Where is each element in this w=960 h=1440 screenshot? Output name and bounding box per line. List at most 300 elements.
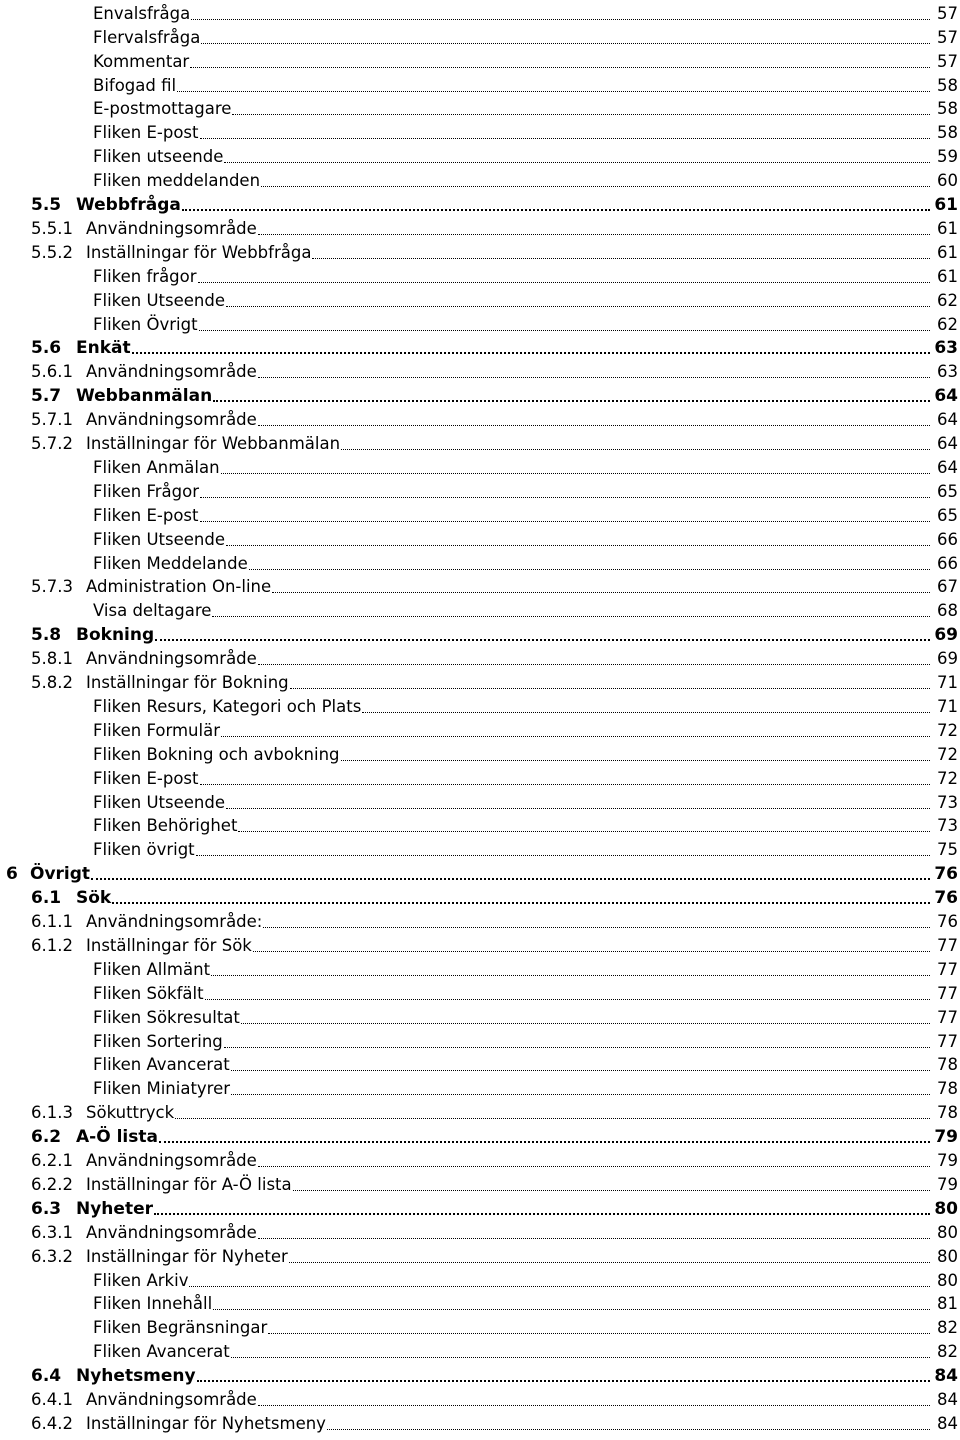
toc-entry-label: Användningsområde bbox=[86, 410, 257, 430]
toc-entry[interactable] bbox=[0, 908, 960, 932]
toc-entry-page-number: 71 bbox=[937, 673, 958, 693]
toc-entry-label: Övrigt bbox=[30, 864, 91, 885]
toc-entry-title bbox=[0, 1199, 154, 1219]
toc-entry-title bbox=[0, 554, 249, 574]
toc-entry[interactable] bbox=[0, 478, 960, 502]
toc-entry[interactable] bbox=[0, 765, 960, 789]
toc-entry[interactable] bbox=[0, 120, 960, 144]
toc-entry-page-number: 82 bbox=[937, 1318, 958, 1338]
toc-entry-page-number: 62 bbox=[937, 314, 958, 334]
toc-entry[interactable] bbox=[0, 263, 960, 287]
toc-entry[interactable] bbox=[0, 813, 960, 837]
toc-entry[interactable] bbox=[0, 1004, 960, 1028]
toc-entry-title bbox=[0, 1175, 293, 1195]
dot-leader bbox=[258, 1390, 932, 1410]
toc-entry-label: Fliken Meddelande bbox=[93, 553, 248, 573]
dot-leader bbox=[258, 1223, 932, 1243]
toc-entry[interactable] bbox=[0, 980, 960, 1004]
toc-entry-title bbox=[0, 1247, 289, 1267]
dot-leader bbox=[258, 362, 932, 382]
dot-leader bbox=[190, 52, 932, 72]
toc-entry-page-number: 77 bbox=[937, 983, 958, 1003]
toc-entry-label: Inställningar för Webbanmälan bbox=[86, 434, 341, 454]
toc-entry[interactable] bbox=[0, 956, 960, 980]
toc-entry[interactable] bbox=[0, 24, 960, 48]
dot-leader bbox=[198, 267, 932, 287]
toc-entry-page-number: 59 bbox=[937, 147, 958, 167]
toc-entry-page-number: 84 bbox=[934, 1366, 958, 1387]
toc-entry-page-number: 64 bbox=[937, 434, 958, 454]
toc-entry[interactable] bbox=[0, 669, 960, 693]
dot-leader bbox=[200, 769, 933, 789]
toc-entry-label: Användningsområde bbox=[86, 1222, 257, 1242]
toc-entry-number: 6.3 bbox=[31, 1198, 62, 1219]
toc-entry-title bbox=[0, 52, 190, 72]
toc-entry[interactable] bbox=[0, 335, 960, 359]
toc-entry[interactable] bbox=[0, 1219, 960, 1243]
dot-leader bbox=[175, 1103, 932, 1123]
toc-entry-page-number: 76 bbox=[934, 888, 958, 909]
dot-leader bbox=[231, 1079, 932, 1099]
dot-leader bbox=[212, 601, 932, 621]
dot-leader bbox=[238, 816, 932, 836]
toc-entry-label: Administration On-line bbox=[86, 577, 272, 597]
toc-entry-label: Fliken Anmälan bbox=[93, 457, 220, 477]
toc-entry-page-number: 79 bbox=[937, 1151, 958, 1171]
toc-entry-title bbox=[0, 1079, 231, 1099]
dot-leader bbox=[231, 1342, 932, 1362]
toc-entry[interactable] bbox=[0, 72, 960, 96]
toc-entry-label: A-Ö lista bbox=[76, 1127, 158, 1148]
dot-leader bbox=[205, 984, 932, 1004]
toc-entry-page-number: 63 bbox=[937, 362, 958, 382]
toc-entry-title bbox=[0, 816, 238, 836]
dot-leader bbox=[263, 912, 932, 932]
toc-entry-label: Bifogad fil bbox=[93, 75, 177, 95]
toc-entry-title bbox=[0, 1103, 175, 1123]
toc-entry-page-number: 84 bbox=[937, 1413, 958, 1433]
dot-leader bbox=[224, 1032, 932, 1052]
toc-entry-page-number: 58 bbox=[937, 123, 958, 143]
toc-entry-page-number: 61 bbox=[937, 218, 958, 238]
dot-leader bbox=[312, 243, 932, 263]
toc-entry[interactable] bbox=[0, 191, 960, 215]
toc-entry[interactable] bbox=[0, 1028, 960, 1052]
toc-entry-title bbox=[0, 721, 221, 741]
toc-entry[interactable] bbox=[0, 837, 960, 861]
dot-leader bbox=[154, 1199, 932, 1219]
toc-entry-label: Användningsområde bbox=[86, 218, 257, 238]
dot-leader bbox=[231, 1055, 932, 1075]
toc-entry-title bbox=[0, 697, 362, 717]
toc-entry-page-number: 61 bbox=[937, 242, 958, 262]
toc-entry-page-number: 77 bbox=[937, 1007, 958, 1027]
dot-leader bbox=[293, 1175, 932, 1195]
toc-entry-title bbox=[0, 99, 232, 119]
toc-entry[interactable] bbox=[0, 311, 960, 335]
toc-entry-number: 5.5.2 bbox=[31, 242, 73, 262]
toc-entry-number: 5.8 bbox=[31, 625, 62, 646]
toc-entry-title bbox=[0, 434, 341, 454]
toc-entry-page-number: 80 bbox=[937, 1270, 958, 1290]
toc-entry[interactable] bbox=[0, 884, 960, 908]
toc-entry-label: Visa deltagare bbox=[93, 601, 212, 621]
toc-entry-label: Nyhetsmeny bbox=[76, 1366, 196, 1387]
toc-entry-page-number: 63 bbox=[934, 338, 958, 359]
toc-entry[interactable] bbox=[0, 1076, 960, 1100]
toc-entry-number: 6.2.1 bbox=[31, 1151, 73, 1171]
toc-entry[interactable] bbox=[0, 1147, 960, 1171]
toc-entry-page-number: 77 bbox=[937, 959, 958, 979]
toc-entry[interactable] bbox=[0, 502, 960, 526]
toc-entry-label: Webbanmälan bbox=[76, 386, 213, 407]
toc-entry-number: 5.6 bbox=[31, 338, 62, 359]
toc-entry-label: Inställningar för Nyheter bbox=[86, 1246, 288, 1266]
toc-entry-page-number: 77 bbox=[937, 1031, 958, 1051]
toc-entry-page-number: 80 bbox=[937, 1246, 958, 1266]
toc-entry-page-number: 71 bbox=[937, 696, 958, 716]
toc-entry-number: 6.4.2 bbox=[31, 1413, 73, 1433]
toc-entry-label: Envalsfråga bbox=[93, 3, 191, 23]
toc-entry-title bbox=[0, 1032, 224, 1052]
toc-entry-page-number: 76 bbox=[937, 912, 958, 932]
toc-entry-title bbox=[0, 769, 200, 789]
toc-entry-title bbox=[0, 1151, 258, 1171]
dot-leader bbox=[289, 1247, 932, 1267]
dot-leader bbox=[199, 315, 932, 335]
toc-entry-title bbox=[0, 410, 258, 430]
toc-entry-title bbox=[0, 219, 258, 239]
toc-entry[interactable] bbox=[0, 1195, 960, 1219]
toc-entry[interactable] bbox=[0, 287, 960, 311]
dot-leader bbox=[226, 291, 932, 311]
toc-entry-page-number: 69 bbox=[934, 625, 958, 646]
toc-entry-label: E-postmottagare bbox=[93, 99, 232, 119]
toc-entry-label: Fliken Avancerat bbox=[93, 1342, 230, 1362]
toc-entry-number: 6.4 bbox=[31, 1366, 62, 1387]
toc-entry-label: Inställningar för Webbfråga bbox=[86, 242, 312, 262]
dot-leader bbox=[132, 338, 932, 358]
toc-entry-label: Inställningar för Sök bbox=[86, 935, 252, 955]
toc-entry-label: Fliken Bokning och avbokning bbox=[93, 744, 340, 764]
dot-leader bbox=[261, 171, 932, 191]
toc-entry-title bbox=[0, 1414, 327, 1434]
toc-entry[interactable] bbox=[0, 215, 960, 239]
toc-entry[interactable] bbox=[0, 0, 960, 24]
toc-entry-number: 5.5.1 bbox=[31, 218, 73, 238]
toc-entry-page-number: 72 bbox=[937, 768, 958, 788]
toc-entry-number: 6.3.2 bbox=[31, 1246, 73, 1266]
toc-entry-page-number: 66 bbox=[937, 529, 958, 549]
dot-leader bbox=[91, 864, 932, 884]
toc-entry-page-number: 67 bbox=[937, 577, 958, 597]
toc-entry-title bbox=[0, 482, 200, 502]
toc-entry-label: Fliken Innehåll bbox=[93, 1294, 213, 1314]
toc-entry[interactable] bbox=[0, 48, 960, 72]
toc-entry-label: Fliken E-post bbox=[93, 505, 199, 525]
toc-entry-label: Fliken frågor bbox=[93, 266, 197, 286]
toc-entry-number: 6.2 bbox=[31, 1127, 62, 1148]
toc-entry-label: Fliken Arkiv bbox=[93, 1270, 189, 1290]
toc-entry[interactable] bbox=[0, 741, 960, 765]
toc-entry-page-number: 73 bbox=[937, 792, 958, 812]
toc-entry-title bbox=[0, 386, 213, 406]
toc-entry-page-number: 57 bbox=[937, 27, 958, 47]
toc-entry-page-number: 60 bbox=[937, 171, 958, 191]
dot-leader bbox=[221, 721, 932, 741]
toc-entry[interactable] bbox=[0, 239, 960, 263]
toc-entry-page-number: 73 bbox=[937, 816, 958, 836]
toc-entry-label: Fliken Utseende bbox=[93, 792, 226, 812]
toc-entry-label: Fliken E-post bbox=[93, 123, 199, 143]
toc-entry-title bbox=[0, 745, 341, 765]
toc-entry-label: Inställningar för A-Ö lista bbox=[86, 1174, 292, 1194]
toc-entry-label: Användningsområde bbox=[86, 1151, 257, 1171]
toc-entry-title bbox=[0, 1008, 241, 1028]
toc-entry[interactable] bbox=[0, 1291, 960, 1315]
toc-entry[interactable] bbox=[0, 789, 960, 813]
toc-entry[interactable] bbox=[0, 143, 960, 167]
dot-leader bbox=[221, 458, 932, 478]
toc-entry-page-number: 78 bbox=[937, 1079, 958, 1099]
toc-entry-number: 5.8.2 bbox=[31, 673, 73, 693]
toc-entry-title bbox=[0, 864, 91, 884]
dot-leader bbox=[258, 649, 932, 669]
toc-entry[interactable] bbox=[0, 645, 960, 669]
toc-entry-label: Fliken Behörighet bbox=[93, 816, 238, 836]
toc-entry[interactable] bbox=[0, 1386, 960, 1410]
toc-entry-number: 6.1 bbox=[31, 888, 62, 909]
toc-entry-number: 6.1.3 bbox=[31, 1103, 73, 1123]
toc-entry-number: 6.4.1 bbox=[31, 1390, 73, 1410]
toc-entry-page-number: 57 bbox=[937, 3, 958, 23]
toc-entry-title bbox=[0, 1366, 197, 1386]
toc-entry-label: Fliken Frågor bbox=[93, 481, 200, 501]
toc-entry[interactable] bbox=[0, 359, 960, 383]
toc-entry-label: Fliken E-post bbox=[93, 768, 199, 788]
toc-entry-title bbox=[0, 673, 290, 693]
toc-entry-number: 5.6.1 bbox=[31, 362, 73, 382]
dot-leader bbox=[200, 506, 933, 526]
toc-entry[interactable] bbox=[0, 574, 960, 598]
toc-entry-number: 6.1.1 bbox=[31, 912, 73, 932]
toc-entry-label: Fliken Miniatyrer bbox=[93, 1079, 231, 1099]
toc-entry-number: 5.7.3 bbox=[31, 577, 73, 597]
toc-entry-page-number: 65 bbox=[937, 505, 958, 525]
dot-leader bbox=[327, 1414, 932, 1434]
toc-entry-page-number: 68 bbox=[937, 601, 958, 621]
toc-entry-label: Fliken Sökresultat bbox=[93, 1007, 240, 1027]
dot-leader bbox=[272, 577, 932, 597]
dot-leader bbox=[159, 1127, 932, 1147]
toc-entry[interactable] bbox=[0, 717, 960, 741]
toc-entry[interactable] bbox=[0, 1243, 960, 1267]
toc-entry-page-number: 79 bbox=[934, 1127, 958, 1148]
toc-entry-title bbox=[0, 1223, 258, 1243]
dot-leader bbox=[232, 99, 932, 119]
dot-leader bbox=[196, 840, 932, 860]
toc-entry-page-number: 79 bbox=[937, 1174, 958, 1194]
toc-entry-number: 5.7.1 bbox=[31, 410, 73, 430]
toc-entry[interactable] bbox=[0, 406, 960, 430]
toc-entry[interactable] bbox=[0, 1362, 960, 1386]
toc-entry-title bbox=[0, 195, 182, 215]
toc-entry-title bbox=[0, 1390, 258, 1410]
toc-entry[interactable] bbox=[0, 382, 960, 406]
toc-entry-title bbox=[0, 793, 226, 813]
toc-entry[interactable] bbox=[0, 1315, 960, 1339]
toc-entry-title bbox=[0, 291, 226, 311]
toc-entry[interactable] bbox=[0, 526, 960, 550]
toc-entry-title bbox=[0, 530, 226, 550]
dot-leader bbox=[224, 147, 932, 167]
toc-entry-label: Fliken meddelanden bbox=[93, 171, 261, 191]
toc-entry-label: Fliken Begränsningar bbox=[93, 1318, 268, 1338]
dot-leader bbox=[191, 4, 932, 24]
toc-entry-title bbox=[0, 649, 258, 669]
toc-entry[interactable] bbox=[0, 693, 960, 717]
toc-entry-page-number: 84 bbox=[937, 1390, 958, 1410]
dot-leader bbox=[200, 482, 932, 502]
toc-entry-title bbox=[0, 601, 212, 621]
toc-entry-label: Fliken utseende bbox=[93, 147, 224, 167]
toc-entry[interactable] bbox=[0, 621, 960, 645]
toc-entry[interactable] bbox=[0, 1052, 960, 1076]
toc-entry[interactable] bbox=[0, 96, 960, 120]
toc-entry-page-number: 78 bbox=[937, 1103, 958, 1123]
toc-entry[interactable] bbox=[0, 167, 960, 191]
toc-entry[interactable] bbox=[0, 1267, 960, 1291]
toc-entry-number: 6.1.2 bbox=[31, 935, 73, 955]
toc-entry-label: Fliken Formulär bbox=[93, 720, 220, 740]
dot-leader bbox=[249, 554, 932, 574]
dot-leader bbox=[258, 219, 932, 239]
toc-entry-label: Användningsområde bbox=[86, 362, 257, 382]
toc-entry[interactable] bbox=[0, 454, 960, 478]
toc-entry[interactable] bbox=[0, 932, 960, 956]
dot-leader bbox=[200, 123, 933, 143]
dot-leader bbox=[177, 76, 932, 96]
toc-entry-title bbox=[0, 1342, 231, 1362]
toc-entry-title bbox=[0, 506, 200, 526]
toc-entry-label: Nyheter bbox=[76, 1198, 153, 1219]
toc-entry-page-number: 76 bbox=[934, 864, 958, 885]
toc-entry-label: Användningsområde: bbox=[86, 912, 263, 932]
toc-entry-page-number: 61 bbox=[937, 266, 958, 286]
toc-entry[interactable] bbox=[0, 860, 960, 884]
toc-entry-page-number: 64 bbox=[937, 410, 958, 430]
dot-leader bbox=[182, 195, 932, 215]
toc-entry-number: 5.7.2 bbox=[31, 434, 73, 454]
toc-entry-title bbox=[0, 888, 112, 908]
dot-leader bbox=[226, 530, 932, 550]
toc-entry-page-number: 69 bbox=[937, 649, 958, 669]
dot-leader bbox=[341, 434, 932, 454]
toc-entry-title bbox=[0, 123, 200, 143]
toc-entry-page-number: 64 bbox=[937, 457, 958, 477]
toc-entry-title bbox=[0, 936, 253, 956]
toc-entry[interactable] bbox=[0, 550, 960, 574]
dot-leader bbox=[189, 1271, 932, 1291]
toc-entry-page-number: 72 bbox=[937, 720, 958, 740]
toc-entry-label: Inställningar för Nyhetsmeny bbox=[86, 1413, 326, 1433]
toc-entry-title bbox=[0, 267, 198, 287]
toc-entry-label: Fliken Allmänt bbox=[93, 959, 211, 979]
toc-entry-page-number: 61 bbox=[934, 195, 958, 216]
toc-entry-page-number: 57 bbox=[937, 51, 958, 71]
toc-entry-page-number: 78 bbox=[937, 1055, 958, 1075]
dot-leader bbox=[268, 1318, 932, 1338]
toc-entry-title bbox=[0, 625, 155, 645]
toc-entry[interactable] bbox=[0, 598, 960, 622]
dot-leader bbox=[258, 1151, 932, 1171]
toc-entry[interactable] bbox=[0, 1171, 960, 1195]
dot-leader bbox=[362, 697, 932, 717]
toc-entry[interactable] bbox=[0, 430, 960, 454]
dot-leader bbox=[226, 793, 932, 813]
toc-entry-page-number: 64 bbox=[934, 386, 958, 407]
dot-leader bbox=[213, 1294, 932, 1314]
toc-entry-label: Fliken Resurs, Kategori och Plats bbox=[93, 696, 362, 716]
dot-leader bbox=[201, 28, 932, 48]
toc-entry[interactable] bbox=[0, 1410, 960, 1434]
toc-entry-title bbox=[0, 76, 177, 96]
dot-leader bbox=[155, 625, 932, 645]
toc-entry-page-number: 58 bbox=[937, 75, 958, 95]
toc-entry-title bbox=[0, 912, 263, 932]
toc-entry-label: Fliken Sortering bbox=[93, 1031, 223, 1051]
dot-leader bbox=[112, 888, 932, 908]
toc-entry-page-number: 80 bbox=[937, 1222, 958, 1242]
toc-entry-page-number: 81 bbox=[937, 1294, 958, 1314]
toc-entry-title bbox=[0, 960, 211, 980]
toc-entry-title bbox=[0, 171, 261, 191]
toc-entry-title bbox=[0, 458, 221, 478]
dot-leader bbox=[213, 386, 932, 406]
dot-leader bbox=[197, 1366, 932, 1386]
toc-entry-title bbox=[0, 28, 201, 48]
toc-entry[interactable] bbox=[0, 1338, 960, 1362]
toc-entry-page-number: 62 bbox=[937, 290, 958, 310]
dot-leader bbox=[258, 410, 932, 430]
toc-entry[interactable] bbox=[0, 1099, 960, 1123]
toc-entry-title bbox=[0, 362, 258, 382]
toc-entry-label: Fliken övrigt bbox=[93, 840, 195, 860]
toc-entry-title bbox=[0, 243, 312, 263]
toc-entry-number: 5.8.1 bbox=[31, 649, 73, 669]
toc-entry-title bbox=[0, 840, 196, 860]
toc-entry-label: Sök bbox=[76, 888, 112, 909]
toc-entry-number: 5.5 bbox=[31, 195, 62, 216]
toc-entry-title bbox=[0, 577, 272, 597]
toc-entry-title bbox=[0, 147, 224, 167]
toc-entry-title bbox=[0, 1055, 231, 1075]
toc-entry-title bbox=[0, 984, 205, 1004]
toc-entry-title bbox=[0, 1294, 213, 1314]
toc-entry-page-number: 80 bbox=[934, 1198, 958, 1219]
toc-entry-page-number: 58 bbox=[937, 99, 958, 119]
toc-entry-page-number: 75 bbox=[937, 840, 958, 860]
toc-entry-title bbox=[0, 1127, 159, 1147]
toc-entry-label: Användningsområde bbox=[86, 1390, 257, 1410]
toc-entry-page-number: 66 bbox=[937, 553, 958, 573]
dot-leader bbox=[253, 936, 932, 956]
toc-entry[interactable] bbox=[0, 1123, 960, 1147]
toc-entry-title bbox=[0, 4, 191, 24]
toc-entry-number: 5.7 bbox=[31, 386, 62, 407]
toc-entry-title bbox=[0, 1318, 268, 1338]
toc-entry-label: Enkät bbox=[76, 338, 131, 359]
